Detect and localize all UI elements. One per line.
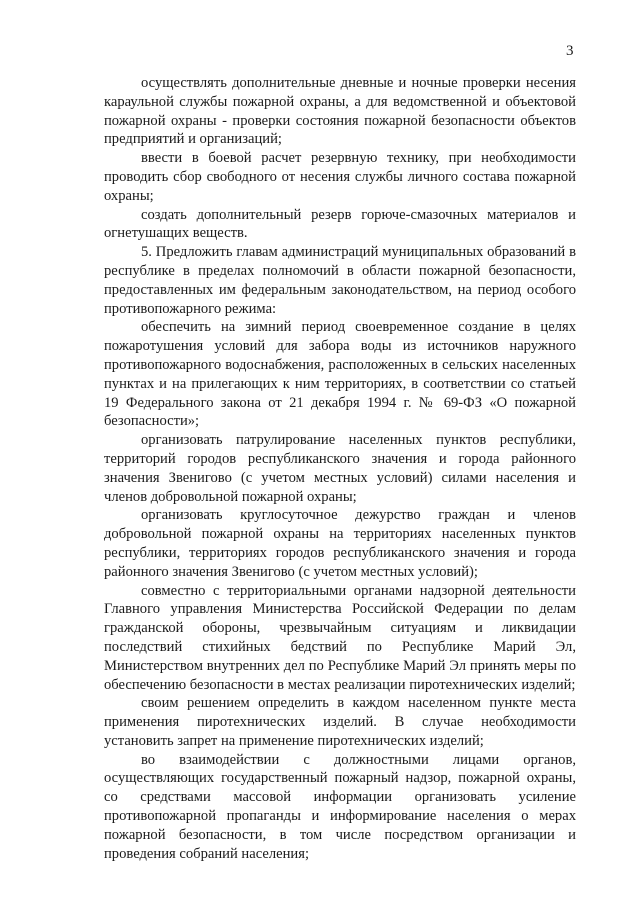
paragraph: осуществлять дополнительные дневные и ночные проверки несения караульной службы пожарной охраны, а для ведомственной и объектовой пожарной охраны - проверки состояния пожарной безопасности объектов предприятий и организаций; xyxy=(104,75,576,148)
paragraph: совместно с территориальными органами надзорной деятельности Главного управления Министерства Российской Федерации по делам гражданской обороны, чрезвычайным ситуациям и ликвидации последствий стихийных бедствий по Республике Марий Эл, Министерством внутренних дел по Республике Марий Эл принять меры по обеспечению безопасности в местах реализации пиротехнических изделий; xyxy=(104,582,576,693)
paragraph: обеспечить на зимний период своевременное создание в целях пожаротушения условий для забора воды из источников наружного противопожарного водоснабжения, расположенных в сельских населенных пунктах и на прилегающих к ним территориях, в соответствии со статьей 19 Федерального закона от 21 декабря 1994 г. № 69-ФЗ «О пожарной безопасности»; xyxy=(104,319,576,430)
paragraph: своим решением определить в каждом населенном пункте места применения пиротехнических изделий. В случае необходимости установить запрет на применение пиротехнических изделий; xyxy=(104,695,576,749)
paragraph: ввести в боевой расчет резервную технику, при необходимости проводить сбор свободного от несения службы личного состава пожарной охраны; xyxy=(104,150,576,204)
paragraph: создать дополнительный резерв горюче-смазочных материалов и огнетушащих веществ. xyxy=(104,206,576,242)
paragraph: организовать круглосуточное дежурство граждан и членов добровольной пожарной охраны на территориях населенных пунктов республики, территориях городов республиканского значения и города районного значения Звенигово (с учетом местных условий); xyxy=(104,507,576,580)
paragraph: во взаимодействии с должностными лицами органов, осуществляющих государственный пожарный надзор, пожарной охраны, со средствами массовой информации организовать усиление противопожарной пропаганды и информирование населения о мерах пожарной безопасности, в том числе посредством организации и проведения собраний населения; xyxy=(104,751,576,862)
paragraph: 5. Предложить главам администраций муниципальных образований в республике в пределах полномочий в области пожарной безопасности, предоставленных им федеральным законодательством, на период особого противопожарного режима: xyxy=(104,244,576,317)
paragraph: организовать патрулирование населенных пунктов республики, территорий городов республиканского значения и города районного значения Звенигово (с учетом местных условий) силами населения и членов добровольной пожарной охраны; xyxy=(104,432,576,505)
page-number: 3 xyxy=(566,43,574,59)
document-body xyxy=(104,74,576,863)
